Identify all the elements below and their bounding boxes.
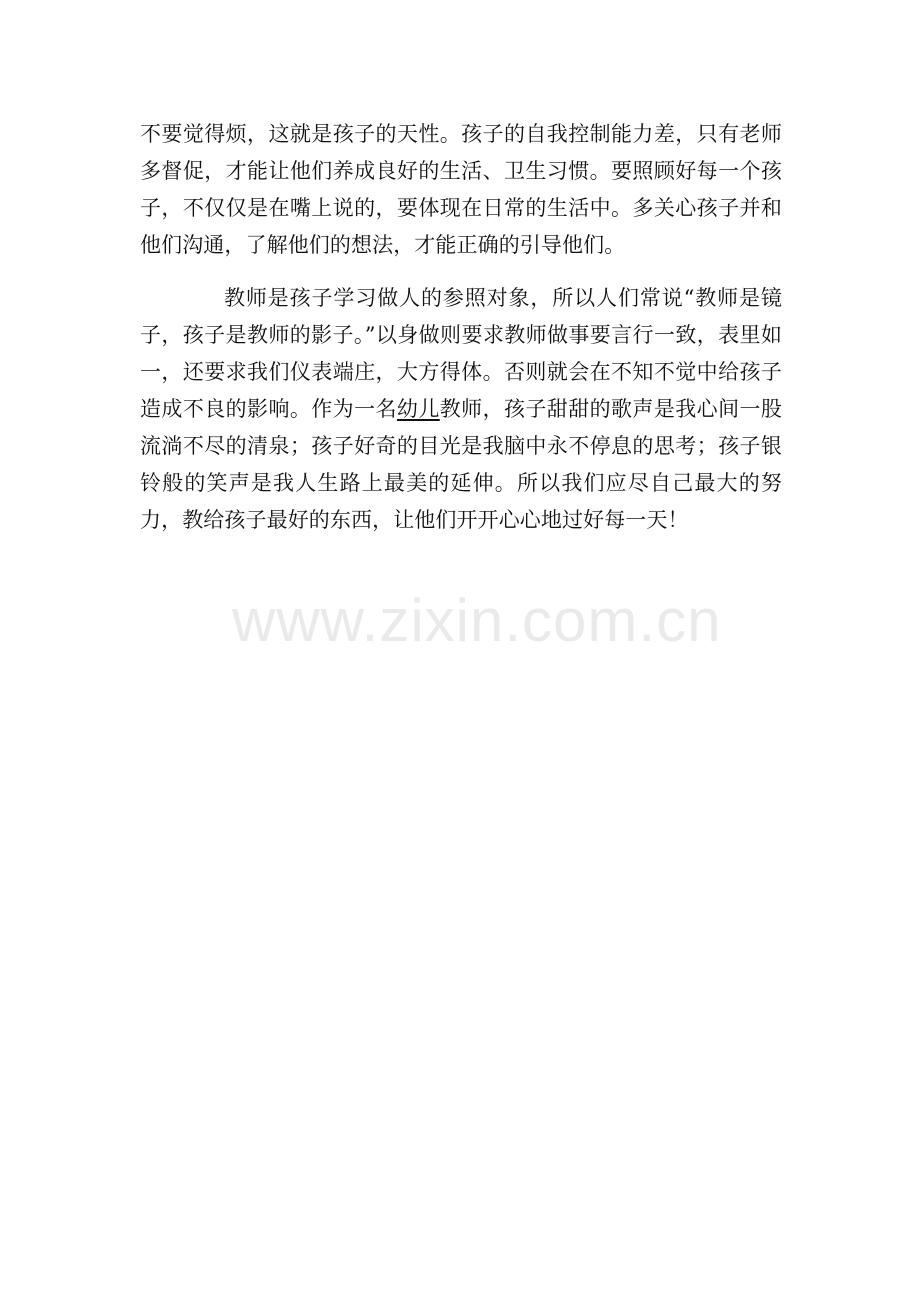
paragraph-2-text-before: 教师是孩子学习做人的参照对象，所以人们常说“教师是镜子，孩子是教师的影子。”以身做则要求教师做事要言行一致，表里如一，还要求我们仪表端庄，大方得体。否则就会在不知不觉中给孩子造成不良的影响。作为一名 bbox=[140, 286, 782, 421]
underlined-term: 幼儿 bbox=[396, 397, 440, 421]
paragraph-2 bbox=[140, 280, 782, 539]
document-body bbox=[140, 116, 782, 539]
paragraph-2-text-after: 教师，孩子甜甜的歌声是我心间一股流淌不尽的清泉；孩子好奇的目光是我脑中永不停息的思考；孩子银铃般的笑声是我人生路上最美的延伸。所以我们应尽自己最大的努力，教给孩子最好的东西，让他们开开心心地过好每一天！ bbox=[140, 397, 782, 532]
watermark: www.zixin.com.cn bbox=[232, 587, 722, 654]
paragraph-1: 不要觉得烦，这就是孩子的天性。孩子的自我控制能力差，只有老师多督促，才能让他们养成良好的生活、卫生习惯。要照顾好每一个孩子，不仅仅是在嘴上说的，要体现在日常的生活中。多关心孩子并和他们沟通，了解他们的想法，才能正确的引导他们。 bbox=[140, 122, 782, 257]
